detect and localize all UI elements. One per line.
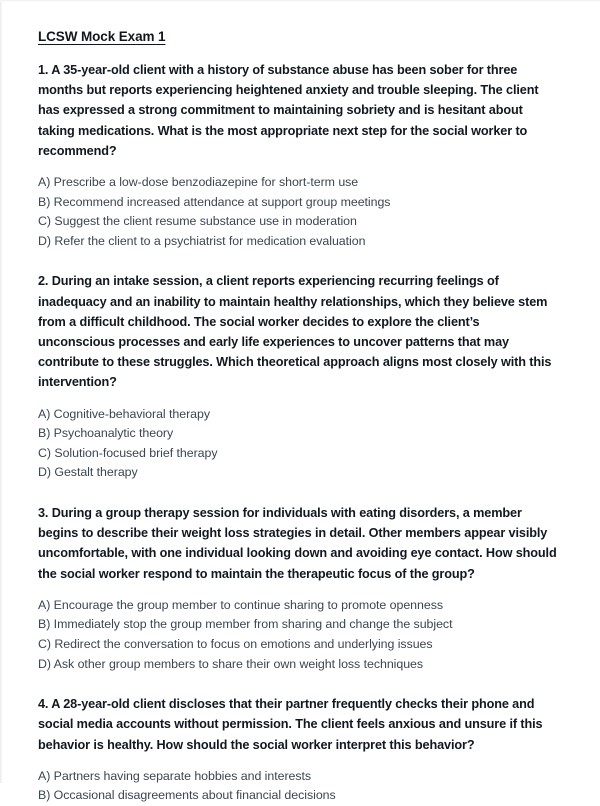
question-stem: 4. A 28-year-old client discloses that their partner frequently checks their phone and social media accounts without permission. The client feels anxious and unsure if this behavior is healthy. How should the social worker interpret this behavior? [38, 697, 543, 752]
page-edge-shadow-top [0, 0, 600, 2]
option-item[interactable]: C) Solution-focused brief therapy [38, 445, 218, 460]
option-item[interactable]: A) Encourage the group member to continue sharing to promote openness [38, 597, 444, 612]
question-block [38, 503, 566, 674]
option-list [38, 173, 566, 251]
option-item[interactable]: C) Redirect the conversation to focus on emotions and underlying issues [38, 636, 433, 651]
question-stem: 2. During an intake session, a client reports experiencing recurring feelings of inadequacy and an inability to maintain healthy relationships, which they believe stem from a difficult childhood. The social worker decides to explore the client’s unconscious processes and early life experiences to uncover patterns that may contribute to these struggles. Which theoretical approach aligns most closely with this intervention? [38, 274, 552, 390]
option-item[interactable]: A) Prescribe a low-dose benzodiazepine for short-term use [38, 175, 359, 190]
option-item[interactable]: B) Occasional disagreements about financial decisions [38, 788, 336, 803]
question-block [38, 271, 566, 483]
question-block [38, 694, 566, 806]
option-list [38, 596, 566, 674]
question-stem: 1. A 35-year-old client with a history of substance abuse has been sober for three months but reports experiencing heightened anxiety and trouble sleeping. The client has expressed a strong commitment to maintaining sobriety and is hesitant about taking medications. What is the most appropriate next step for the social worker to recommend? [38, 63, 539, 158]
question-stem: 3. During a group therapy session for individuals with eating disorders, a member begins to describe their weight loss strategies in detail. Other members appear visibly uncomfortable, with one individual looking down and avoiding eye contact. How should the social worker respond to maintain the therapeutic focus of the group? [38, 505, 557, 581]
option-item[interactable]: B) Immediately stop the group member from sharing and change the subject [38, 617, 453, 632]
option-item[interactable]: A) Cognitive-behavioral therapy [38, 406, 211, 421]
option-item[interactable]: A) Partners having separate hobbies and interests [38, 768, 312, 783]
option-item[interactable]: C) Suggest the client resume substance use in moderation [38, 214, 357, 229]
option-list [38, 405, 566, 483]
page-edge-shadow-left [0, 0, 3, 783]
option-item[interactable]: D) Refer the client to a psychiatrist for medication evaluation [38, 233, 366, 248]
question-block [38, 60, 566, 251]
option-item[interactable]: B) Psychoanalytic theory [38, 426, 174, 441]
option-item[interactable]: B) Recommend increased attendance at support group meetings [38, 194, 391, 209]
option-item[interactable]: D) Gestalt therapy [38, 465, 138, 480]
option-item[interactable]: D) Ask other group members to share their own weight loss techniques [38, 656, 424, 671]
option-list [38, 767, 566, 806]
page-title: LCSW Mock Exam 1 [38, 29, 166, 44]
